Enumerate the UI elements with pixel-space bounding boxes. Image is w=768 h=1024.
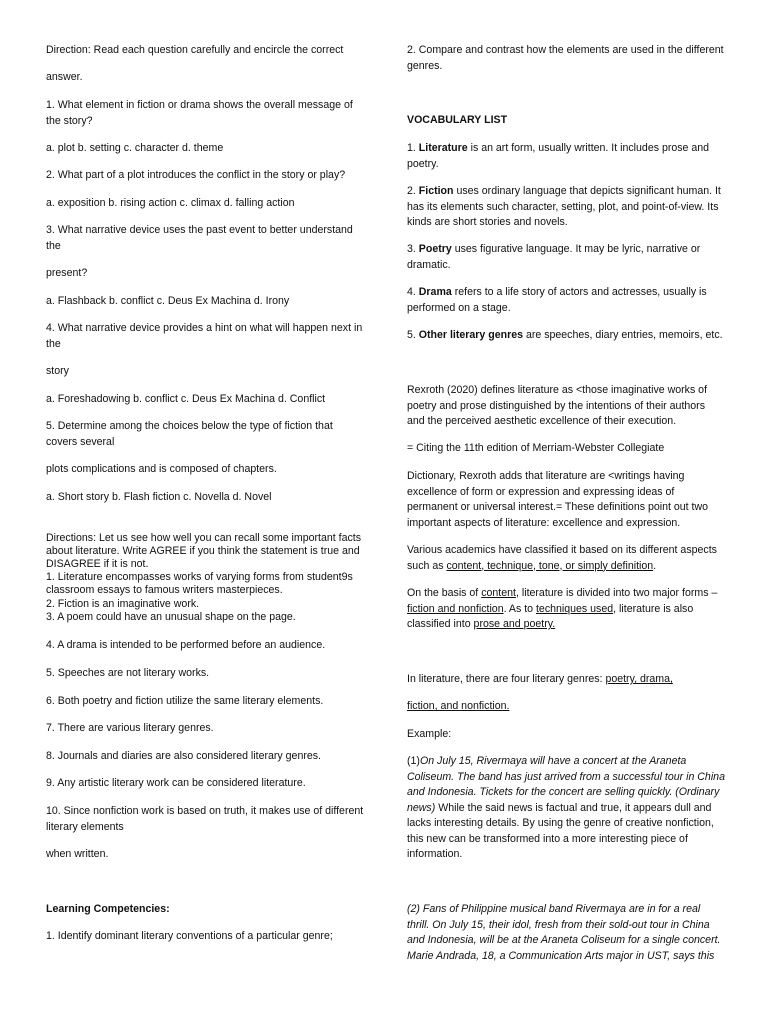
vocab-number: 3. <box>407 243 419 255</box>
learning-competencies-title: Learning Competencies: <box>46 903 170 915</box>
example-label: Example: <box>407 728 452 740</box>
academics-end: . <box>653 559 657 572</box>
vocab-number: 4. <box>407 286 419 298</box>
genres-text: In literature, there are four literary genres: <box>407 673 606 685</box>
basis-text: . As to <box>503 602 536 615</box>
example-number: (1) <box>407 755 420 767</box>
question-1: 1. What element in fiction or drama shows the overall message of the story? <box>46 99 353 127</box>
direction-text: Direction: Read each question carefully and encircle the correct <box>46 44 344 56</box>
citing-note: = Citing the 11th edition of Merriam-Webster Collegiate <box>407 442 665 454</box>
question-2: 2. What part of a plot introduces the conflict in the story or play? <box>46 169 346 181</box>
question-5-continued: plots complications and is composed of chapters. <box>46 463 277 475</box>
basis-underlined-content: content <box>481 587 516 599</box>
statement-3: 3. A poem could have an unusual shape on the page. <box>46 611 296 623</box>
vocab-definition: refers to a life story of actors and actresses, usually is performed on a stage. <box>407 286 707 314</box>
vocab-definition: are speeches, diary entries, memoirs, etc. <box>523 329 723 341</box>
statement-4: 4. A drama is intended to be performed before an audience. <box>46 639 326 651</box>
basis-underlined-prose-poetry: prose and poetry. <box>473 618 556 630</box>
vocab-number: 1. <box>407 142 419 154</box>
vocab-item-other-genres <box>407 328 725 344</box>
genres-intro <box>407 672 725 688</box>
statement-10-continued: when written. <box>46 848 109 860</box>
example-2: (2) Fans of Philippine musical band Rivermaya are in for a real thrill. On July 15, their idol, fresh from their sold-out tour in China and Indonesia, will be at the Araneta Coliseum for a single concert. Marie Andrada, 18, a Communication Arts major in UST, says this <box>407 903 721 962</box>
academics-text: Various academics have classified it based on its different aspects such as <box>407 544 717 572</box>
vocab-item-fiction <box>407 184 725 231</box>
vocab-term: Drama <box>418 286 452 298</box>
question-1-choices: a. plot b. setting c. character d. theme <box>46 142 224 154</box>
question-4: 4. What narrative device provides a hint on what will happen next in the <box>46 322 363 350</box>
academics-paragraph <box>407 543 725 574</box>
direction-text-continued: answer. <box>46 71 83 83</box>
question-3-continued: present? <box>46 267 88 279</box>
genres-continued: fiction, and nonfiction. <box>407 700 510 712</box>
basis-underlined-techniques: techniques used <box>535 602 614 615</box>
vocab-definition: uses ordinary language that depicts significant human. It has its elements such character, setting, plot, and point-of-view. Its kinds are short stories and novels. <box>407 185 721 228</box>
example-1-commentary: While the said news is factual and true, it appears dull and lacks interesting details. By using the genre of creative nonfiction, this new can be transformed into a more interesting piece of information. <box>407 801 714 860</box>
example-1 <box>407 754 725 863</box>
statement-10: 10. Since nonfiction work is based on truth, it makes use of different literary elements <box>46 805 364 833</box>
basis-text: , literature is also classified into <box>407 602 694 630</box>
statement-8: 8. Journals and diaries are also considered literary genres. <box>46 750 321 762</box>
statement-6: 6. Both poetry and fiction utilize the same literary elements. <box>46 695 324 707</box>
question-5-choices: a. Short story b. Flash fiction c. Novella d. Novel <box>46 491 272 503</box>
basis-text: , literature is divided into two major forms – <box>515 587 718 599</box>
question-4-continued: story <box>46 365 69 377</box>
question-5: 5. Determine among the choices below the type of fiction that covers several <box>46 420 333 448</box>
vocab-item-poetry <box>407 242 725 273</box>
question-2-choices: a. exposition b. rising action c. climax d. falling action <box>46 197 295 209</box>
directions-agree-disagree: Directions: Let us see how well you can recall some important facts about literature. Write AGREE if you think the statement is true and DISAGREE if it is not. <box>46 532 362 570</box>
learning-competency-1: 1. Identify dominant literary conventions of a particular genre; <box>46 930 333 942</box>
vocab-term: Poetry <box>418 243 452 255</box>
statement-1: 1. Literature encompasses works of varying forms from student9s classroom essays to famous writers masterpieces. <box>46 571 353 596</box>
vocab-term: Literature <box>418 142 468 154</box>
vocab-definition: uses figurative language. It may be lyric, narrative or dramatic. <box>407 243 701 271</box>
rexroth-definition: Rexroth (2020) defines literature as <those imaginative works of poetry and prose distinguished by the intentions of their authors and the perceived aesthetic excellence of their execution. <box>407 384 708 427</box>
statement-9: 9. Any artistic literary work can be considered literature. <box>46 777 306 789</box>
vocab-item-drama <box>407 285 725 316</box>
example-1-news: On July 15, Rivermaya will have a concert at the Araneta Coliseum. The band has just arrived from a successful tour in China and Indonesia. Tickets for the concert are selling quickly. (Ordinary news) <box>407 755 725 814</box>
question-4-choices: a. Foreshadowing b. conflict c. Deus Ex Machina d. Conflict <box>46 393 326 405</box>
statement-2: 2. Fiction is an imaginative work. <box>46 598 200 610</box>
vocabulary-title: VOCABULARY LIST <box>407 114 508 126</box>
question-3: 3. What narrative device uses the past event to better understand the <box>46 224 353 252</box>
basis-text: On the basis of <box>407 587 482 599</box>
vocab-item-literature <box>407 141 725 172</box>
statement-7: 7. There are various literary genres. <box>46 722 214 734</box>
learning-competency-2: 2. Compare and contrast how the elements are used in the different genres. <box>407 44 724 72</box>
vocab-number: 5. <box>407 329 419 341</box>
genres-underlined: poetry, drama, <box>605 673 673 685</box>
vocab-term: Other literary genres <box>418 329 523 341</box>
academics-underlined: content, technique, tone, or simply definition <box>446 559 654 572</box>
question-3-choices: a. Flashback b. conflict c. Deus Ex Machina d. Irony <box>46 295 290 307</box>
basis-paragraph <box>407 586 725 633</box>
vocab-term: Fiction <box>418 185 454 197</box>
vocab-definition: is an art form, usually written. It includes prose and poetry. <box>407 142 710 170</box>
vocab-number: 2. <box>407 185 419 197</box>
basis-underlined-forms: fiction and nonfiction <box>407 602 504 615</box>
statement-5: 5. Speeches are not literary works. <box>46 667 210 679</box>
dictionary-paragraph: Dictionary, Rexroth adds that literature are <writings having excellence of form or expression and expressing ideas of permanent or universal interest.= These definitions point out two important aspects of literature: excellence and expression. <box>407 470 709 529</box>
